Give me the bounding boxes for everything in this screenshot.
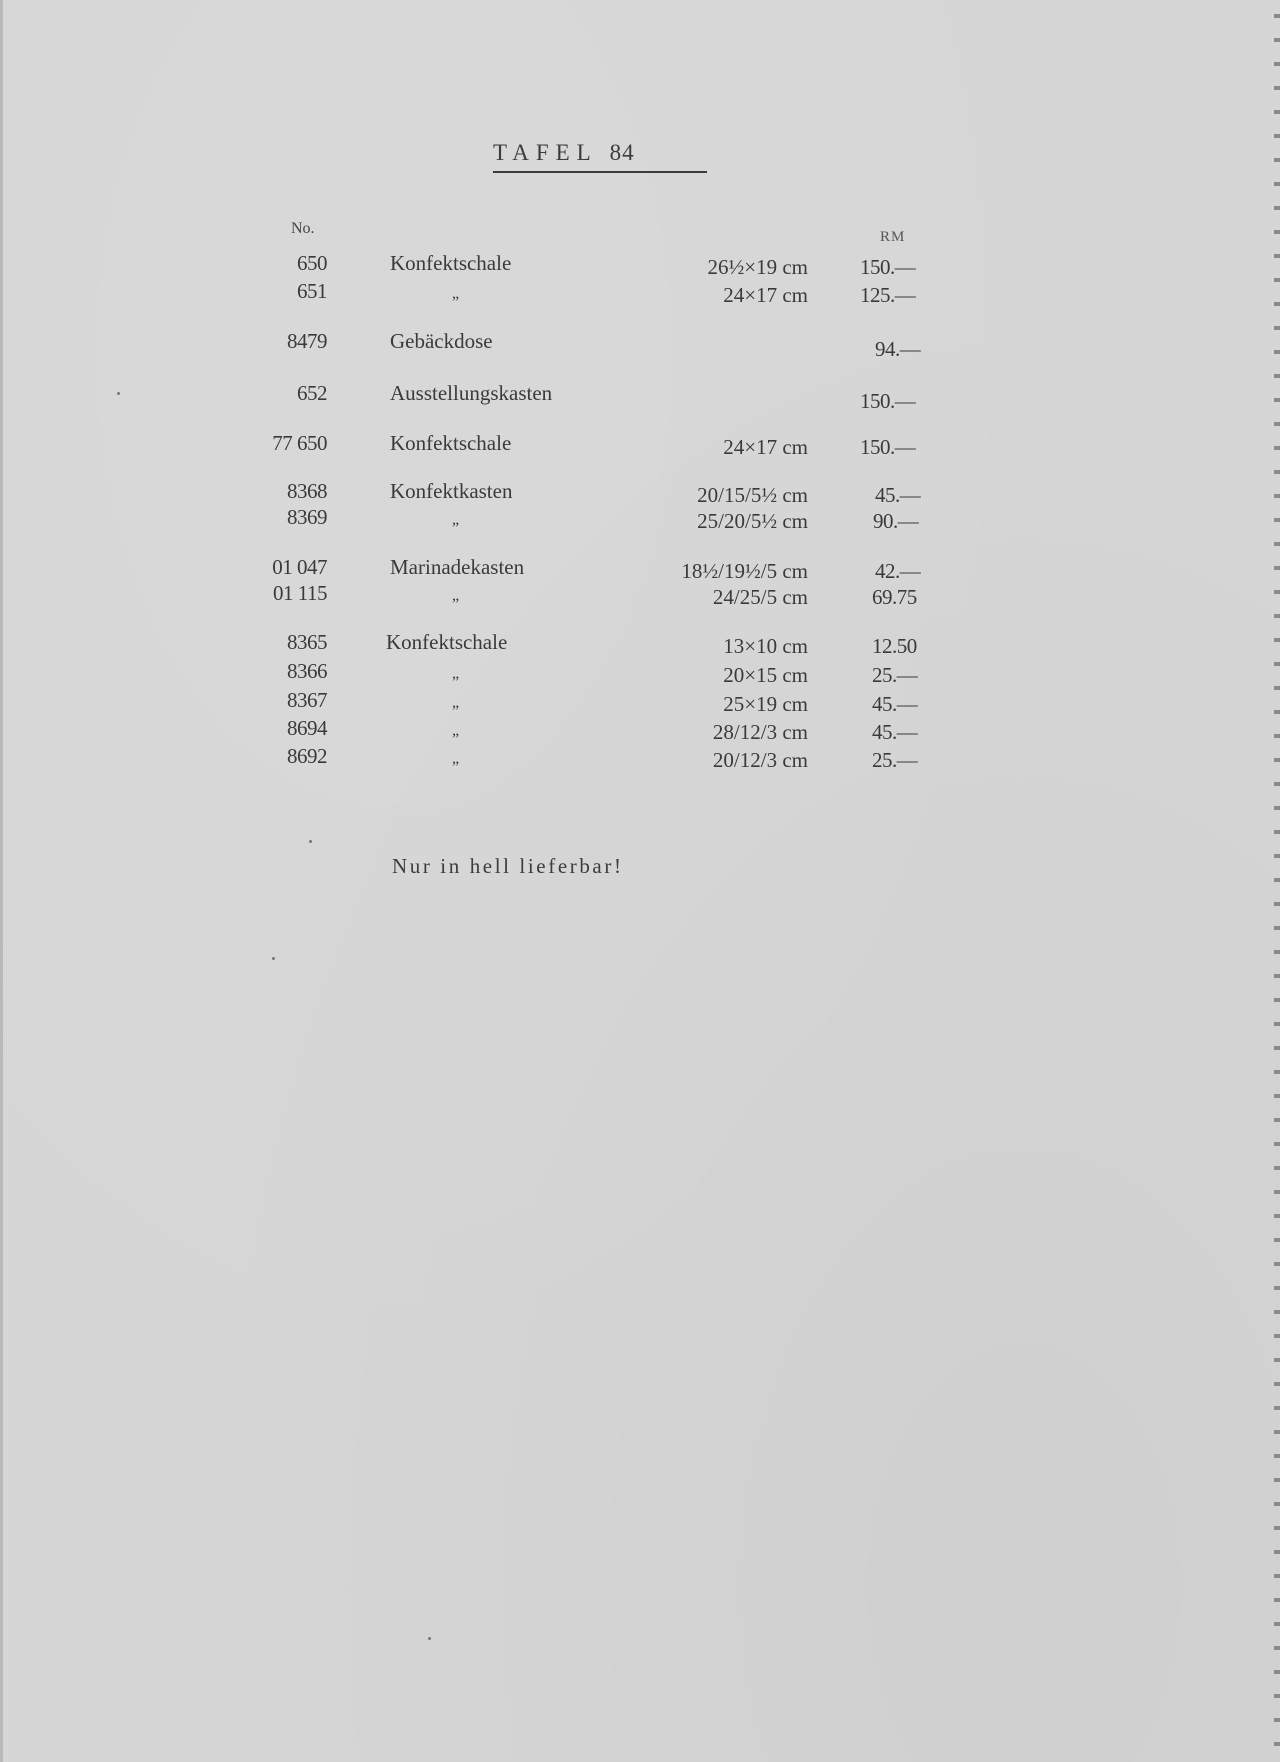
column-header-no: No.: [291, 220, 315, 237]
item-name-ditto: „: [452, 285, 460, 302]
table-row: [0, 688, 1280, 714]
item-name-ditto: „: [452, 722, 460, 739]
table-row: [0, 329, 1280, 361]
table-row: [0, 251, 1280, 277]
item-name: Konfektschale: [386, 630, 508, 654]
item-price: 25.—: [872, 748, 918, 772]
item-name: Marinadekasten: [390, 555, 525, 579]
item-price: 150.—: [860, 389, 916, 413]
item-number: 01 047: [272, 555, 327, 579]
item-price: 69.75: [872, 585, 917, 609]
item-size: 20/15/5½ cm: [697, 483, 808, 507]
item-number: 8365: [287, 630, 327, 654]
table-row: [0, 630, 1280, 656]
table-row: [0, 381, 1280, 413]
item-price: 94.—: [875, 337, 921, 361]
item-size: 24/25/5 cm: [712, 585, 808, 609]
table-row: [0, 279, 1280, 305]
table-row: [0, 716, 1280, 742]
page-title: [493, 140, 635, 166]
table-row: [0, 431, 1280, 457]
table-row: [0, 581, 1280, 607]
column-header-currency: RM: [880, 229, 906, 245]
item-number: 8367: [287, 688, 327, 712]
item-number: 8368: [287, 479, 327, 503]
item-size: 25/20/5½ cm: [697, 509, 808, 533]
item-number: 8694: [287, 716, 327, 740]
title-number: 84: [609, 140, 635, 165]
item-number: 8369: [287, 505, 327, 529]
item-name-ditto: „: [452, 750, 460, 767]
item-number: 652: [297, 381, 327, 405]
item-number: 651: [297, 279, 327, 303]
item-name: Gebäckdose: [390, 329, 493, 353]
item-number: 8479: [287, 329, 327, 353]
item-price: 45.—: [875, 483, 921, 507]
item-name: Konfektschale: [390, 251, 512, 275]
table-row: [0, 555, 1280, 581]
item-size: 28/12/3 cm: [712, 720, 808, 744]
item-price: 42.—: [875, 559, 921, 583]
item-size: 13×10 cm: [723, 634, 808, 658]
item-number: 8366: [287, 659, 327, 683]
item-size: 24×17 cm: [723, 435, 808, 459]
paper-speck: [309, 840, 312, 843]
item-number: 8692: [287, 744, 327, 768]
item-number: 77 650: [272, 431, 327, 455]
title-underline: [493, 171, 707, 173]
item-size: 20/12/3 cm: [712, 748, 808, 772]
item-name: Ausstellungskasten: [390, 381, 553, 405]
item-name-ditto: „: [452, 665, 460, 682]
item-price: 12.50: [872, 634, 917, 658]
item-size: 24×17 cm: [723, 283, 808, 307]
table-row: [0, 479, 1280, 505]
paper-speck: [117, 392, 120, 395]
item-size: 26½×19 cm: [707, 255, 808, 279]
item-size: 20×15 cm: [723, 663, 808, 687]
paper-speck: [428, 1637, 431, 1640]
table-row: [0, 744, 1280, 770]
item-name: Konfektschale: [390, 431, 512, 455]
item-price: 45.—: [872, 720, 918, 744]
availability-note: Nur in hell lieferbar!: [392, 854, 624, 878]
item-price: 25.—: [872, 663, 918, 687]
item-size: 18½/19½/5 cm: [681, 559, 808, 583]
item-price: 90.—: [873, 509, 919, 533]
item-price: 150.—: [860, 435, 916, 459]
item-number: 650: [297, 251, 327, 275]
item-number: 01 115: [273, 581, 327, 605]
item-size: 25×19 cm: [723, 692, 808, 716]
paper-speck: [272, 957, 275, 960]
table-row: [0, 659, 1280, 685]
item-price: 45.—: [872, 692, 918, 716]
item-name-ditto: „: [452, 511, 460, 528]
item-name: Konfektkasten: [390, 479, 513, 503]
item-name-ditto: „: [452, 587, 460, 604]
table-row: [0, 505, 1280, 531]
item-price: 125.—: [860, 283, 916, 307]
item-name-ditto: „: [452, 694, 460, 711]
item-price: 150.—: [860, 255, 916, 279]
title-word: TAFEL: [493, 140, 597, 165]
